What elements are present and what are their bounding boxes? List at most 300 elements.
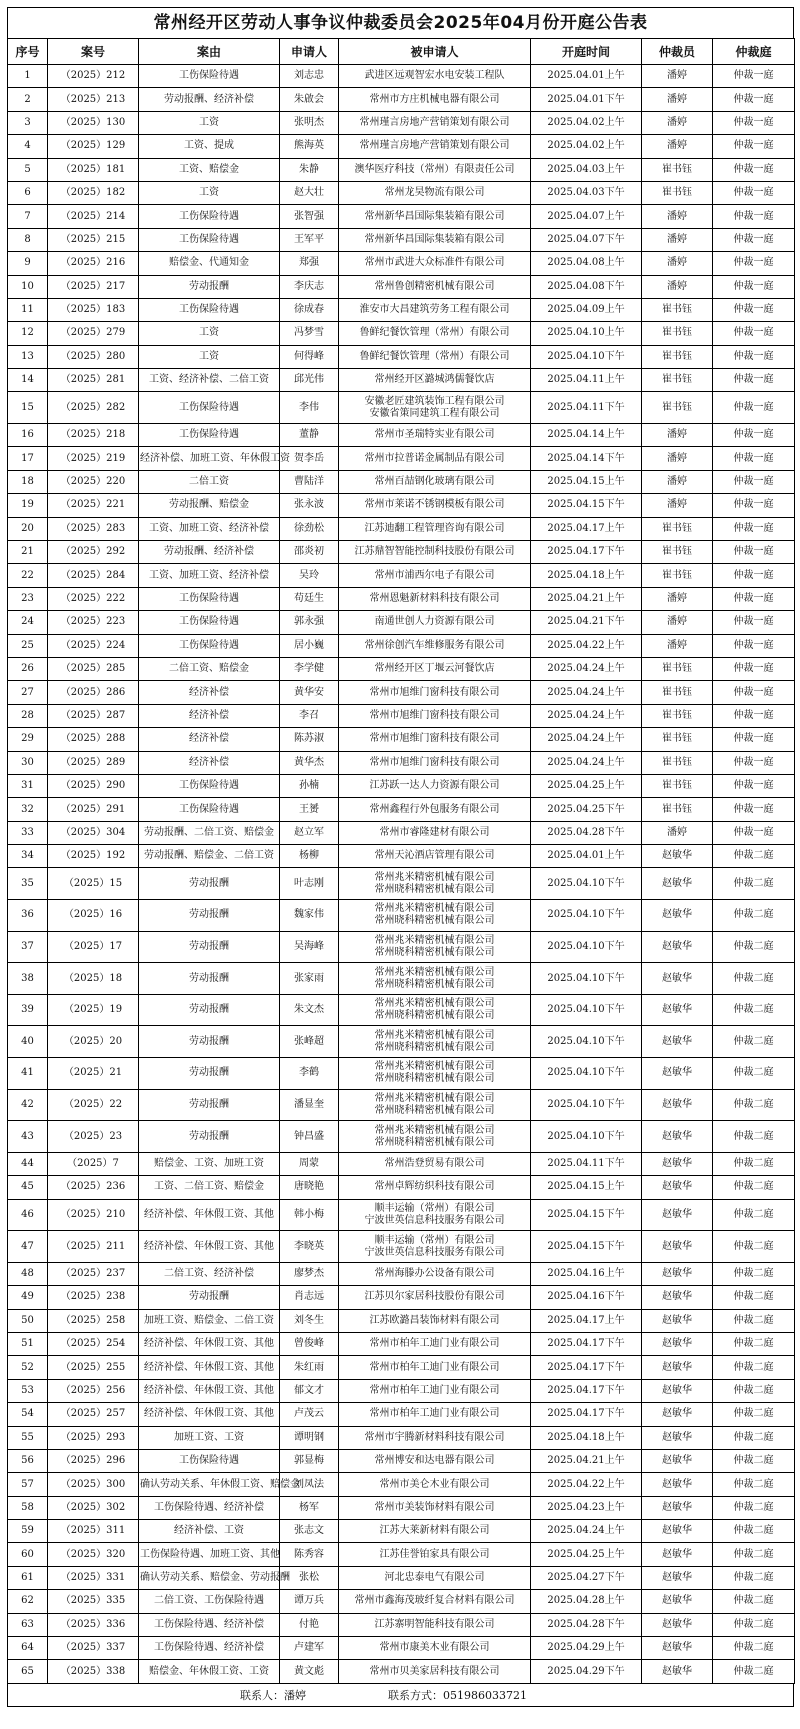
hearing-time-cell: 2025.04.24上午	[531, 1520, 642, 1543]
tribunal-cell: 仲裁二庭	[713, 1637, 795, 1660]
applicant-cell: 廖梦杰	[280, 1262, 339, 1285]
respondent-cell: 常州市旭维门窗科技有限公司	[339, 728, 531, 751]
hearing-time-cell: 2025.04.10下午	[531, 963, 642, 995]
tribunal-cell: 仲裁二庭	[713, 1309, 795, 1332]
case-reason-cell: 工伤保险待遇	[139, 798, 280, 821]
tribunal-cell: 仲裁二庭	[713, 1379, 795, 1402]
table-row	[8, 845, 795, 868]
hearing-time-cell: 2025.04.24上午	[531, 657, 642, 680]
row-number-cell: 21	[8, 541, 48, 564]
table-row	[8, 704, 795, 727]
respondent-cell	[339, 1058, 531, 1090]
tribunal-cell: 仲裁一庭	[713, 494, 795, 517]
applicant-cell: 黄华安	[280, 681, 339, 704]
applicant-cell: 孙楠	[280, 774, 339, 797]
arbitrator-cell: 潘婷	[642, 634, 713, 657]
arbitrator-cell: 崔书钰	[642, 774, 713, 797]
case-reason-cell: 劳动报酬、二倍工资、赔偿金	[139, 821, 280, 844]
arbitrator-cell: 崔书钰	[642, 392, 713, 424]
table-row	[8, 158, 795, 181]
tribunal-cell: 仲裁二庭	[713, 1332, 795, 1355]
hearing-time-cell: 2025.04.10下午	[531, 931, 642, 963]
respondent-line: 常州晓科精密机械有限公司	[374, 1136, 495, 1148]
tribunal-cell: 仲裁一庭	[713, 704, 795, 727]
row-number-cell: 50	[8, 1309, 48, 1332]
respondent-line: 常州兆米精密机械有限公司	[374, 903, 495, 915]
hearing-time-cell: 2025.04.28下午	[531, 821, 642, 844]
hearing-time-cell: 2025.04.16上午	[531, 1262, 642, 1285]
applicant-cell: 邱光伟	[280, 369, 339, 392]
hearing-time-cell: 2025.04.24上午	[531, 681, 642, 704]
arbitrator-cell: 潘婷	[642, 205, 713, 228]
table-row	[8, 1379, 795, 1402]
respondent-cell: 常州市鑫海茂玻纤复合材料有限公司	[339, 1590, 531, 1613]
case-number-cell: （2025）216	[48, 252, 139, 275]
applicant-cell: 钟昌盛	[280, 1121, 339, 1153]
hearing-time-cell: 2025.04.14下午	[531, 447, 642, 470]
arbitrator-cell: 崔书钰	[642, 798, 713, 821]
case-reason-cell: 劳动报酬、赔偿金、二倍工资	[139, 845, 280, 868]
case-number-cell: （2025）285	[48, 657, 139, 680]
hearing-time-cell: 2025.04.11下午	[531, 392, 642, 424]
hearing-time-cell: 2025.04.01上午	[531, 65, 642, 88]
table-row	[8, 774, 795, 797]
hearing-time-cell: 2025.04.24上午	[531, 704, 642, 727]
table-row	[8, 963, 795, 995]
applicant-cell: 杨柳	[280, 845, 339, 868]
arbitrator-cell: 崔书钰	[642, 298, 713, 321]
row-number-cell: 41	[8, 1058, 48, 1090]
tribunal-cell: 仲裁一庭	[713, 657, 795, 680]
column-header: 案由	[139, 39, 280, 65]
hearing-time-cell: 2025.04.11下午	[531, 1152, 642, 1175]
applicant-cell: 赵大壮	[280, 181, 339, 204]
applicant-cell: 郑强	[280, 252, 339, 275]
hearing-time-cell: 2025.04.10下午	[531, 1121, 642, 1153]
arbitrator-cell: 潘婷	[642, 65, 713, 88]
respondent-cell: 鲁鲜纪餐饮管理（常州）有限公司	[339, 322, 531, 345]
respondent-cell: 常州龙昊物流有限公司	[339, 181, 531, 204]
row-number-cell: 20	[8, 517, 48, 540]
row-number-cell: 6	[8, 181, 48, 204]
tribunal-cell: 仲裁一庭	[713, 611, 795, 634]
respondent-line: 常州晓科精密机械有限公司	[374, 1010, 495, 1022]
case-reason-cell: 劳动报酬	[139, 1089, 280, 1121]
case-number-cell: （2025）335	[48, 1590, 139, 1613]
row-number-cell: 10	[8, 275, 48, 298]
tribunal-cell: 仲裁一庭	[713, 345, 795, 368]
table-row	[8, 1449, 795, 1472]
case-reason-cell: 劳动报酬	[139, 1026, 280, 1058]
case-reason-cell: 工伤保险待遇、加班工资、其他	[139, 1543, 280, 1566]
case-number-cell: （2025）218	[48, 424, 139, 447]
case-reason-cell: 工资	[139, 181, 280, 204]
table-body	[8, 65, 795, 1684]
hearing-time-cell: 2025.04.07下午	[531, 228, 642, 251]
tribunal-cell: 仲裁二庭	[713, 1026, 795, 1058]
respondent-cell: 常州百喆钢化玻璃有限公司	[339, 470, 531, 493]
hearing-time-cell: 2025.04.03上午	[531, 158, 642, 181]
case-number-cell: （2025）222	[48, 587, 139, 610]
table-row	[8, 424, 795, 447]
respondent-cell: 江苏跃一达人力资源有限公司	[339, 774, 531, 797]
applicant-cell: 吴玲	[280, 564, 339, 587]
case-reason-cell: 工伤保险待遇	[139, 298, 280, 321]
hearing-time-cell: 2025.04.10下午	[531, 868, 642, 900]
case-reason-cell: 工伤保险待遇	[139, 65, 280, 88]
table-row	[8, 135, 795, 158]
case-number-cell: （2025）257	[48, 1403, 139, 1426]
hearing-time-cell: 2025.04.10上午	[531, 322, 642, 345]
respondent-cell: 武进区远观智宏水电安装工程队	[339, 65, 531, 88]
announcement-sheet	[7, 7, 794, 1707]
hearing-time-cell: 2025.04.14上午	[531, 424, 642, 447]
table-row	[8, 751, 795, 774]
table-row	[8, 1231, 795, 1263]
respondent-cell: 常州新华昌国际集装箱有限公司	[339, 228, 531, 251]
case-reason-cell: 工伤保险待遇	[139, 205, 280, 228]
case-number-cell: （2025）236	[48, 1176, 139, 1199]
case-reason-cell: 工资、加班工资、经济补偿	[139, 564, 280, 587]
applicant-cell: 李学健	[280, 657, 339, 680]
table-row	[8, 228, 795, 251]
hearing-time-cell: 2025.04.18上午	[531, 564, 642, 587]
respondent-cell: 常州经开区丁堰云河餐饮店	[339, 657, 531, 680]
case-reason-cell: 工伤保险待遇	[139, 424, 280, 447]
applicant-cell: 朱红雨	[280, 1356, 339, 1379]
contact-phone: 联系方式：051986033721	[388, 1688, 527, 1702]
table-row	[8, 1356, 795, 1379]
case-number-cell: （2025）283	[48, 517, 139, 540]
case-number-cell: （2025）279	[48, 322, 139, 345]
respondent-cell: 常州市旭维门窗科技有限公司	[339, 704, 531, 727]
respondent-cell: 常州恩魁新材料科技有限公司	[339, 587, 531, 610]
arbitrator-cell: 赵敏华	[642, 1262, 713, 1285]
column-header: 仲裁员	[642, 39, 713, 65]
table-row	[8, 564, 795, 587]
case-reason-cell: 工资	[139, 322, 280, 345]
case-reason-cell: 工资	[139, 345, 280, 368]
table-row	[8, 1496, 795, 1519]
case-number-cell: （2025）224	[48, 634, 139, 657]
tribunal-cell: 仲裁一庭	[713, 135, 795, 158]
arbitrator-cell: 潘婷	[642, 275, 713, 298]
applicant-cell: 谭万兵	[280, 1590, 339, 1613]
row-number-cell: 30	[8, 751, 48, 774]
row-number-cell: 3	[8, 111, 48, 134]
hearing-time-cell: 2025.04.10下午	[531, 994, 642, 1026]
case-reason-cell: 经济补偿	[139, 751, 280, 774]
table-row	[8, 494, 795, 517]
respondent-cell	[339, 1026, 531, 1058]
hearing-schedule-table	[7, 38, 795, 1684]
tribunal-cell: 仲裁二庭	[713, 1176, 795, 1199]
tribunal-cell: 仲裁二庭	[713, 868, 795, 900]
case-reason-cell: 工资	[139, 111, 280, 134]
case-number-cell: （2025）284	[48, 564, 139, 587]
arbitrator-cell: 潘婷	[642, 611, 713, 634]
respondent-cell: 常州瑾言房地产营销策划有限公司	[339, 111, 531, 134]
row-number-cell: 65	[8, 1660, 48, 1683]
tribunal-cell: 仲裁一庭	[713, 205, 795, 228]
hearing-time-cell: 2025.04.02上午	[531, 111, 642, 134]
case-number-cell: （2025）223	[48, 611, 139, 634]
hearing-time-cell: 2025.04.28下午	[531, 1613, 642, 1636]
table-row	[8, 1426, 795, 1449]
table-row	[8, 1660, 795, 1683]
case-reason-cell: 工资、提成	[139, 135, 280, 158]
row-number-cell: 11	[8, 298, 48, 321]
case-reason-cell: 确认劳动关系、年休假工资、赔偿金	[139, 1473, 280, 1496]
tribunal-cell: 仲裁二庭	[713, 1590, 795, 1613]
arbitrator-cell: 赵敏华	[642, 1231, 713, 1263]
tribunal-cell: 仲裁一庭	[713, 322, 795, 345]
respondent-cell: 常州市贝美家居科技有限公司	[339, 1660, 531, 1683]
applicant-cell: 朱静	[280, 158, 339, 181]
applicant-cell: 赵立军	[280, 821, 339, 844]
tribunal-cell: 仲裁二庭	[713, 1426, 795, 1449]
applicant-cell: 付艳	[280, 1613, 339, 1636]
respondent-cell: 常州博安和达电器有限公司	[339, 1449, 531, 1472]
tribunal-cell: 仲裁二庭	[713, 1543, 795, 1566]
case-number-cell: （2025）337	[48, 1637, 139, 1660]
arbitrator-cell: 赵敏华	[642, 963, 713, 995]
arbitrator-cell: 崔书钰	[642, 369, 713, 392]
respondent-line: 常州兆米精密机械有限公司	[374, 871, 495, 883]
case-reason-cell: 加班工资、赔偿金、二倍工资	[139, 1309, 280, 1332]
case-number-cell: （2025）293	[48, 1426, 139, 1449]
case-reason-cell: 工伤保险待遇	[139, 774, 280, 797]
row-number-cell: 54	[8, 1403, 48, 1426]
hearing-time-cell: 2025.04.07上午	[531, 205, 642, 228]
table-row	[8, 587, 795, 610]
applicant-cell: 冯梦雪	[280, 322, 339, 345]
tribunal-cell: 仲裁一庭	[713, 65, 795, 88]
tribunal-cell: 仲裁二庭	[713, 900, 795, 932]
row-number-cell: 12	[8, 322, 48, 345]
tribunal-cell: 仲裁一庭	[713, 587, 795, 610]
tribunal-cell: 仲裁一庭	[713, 252, 795, 275]
arbitrator-cell: 崔书钰	[642, 158, 713, 181]
applicant-cell: 李召	[280, 704, 339, 727]
column-header: 开庭时间	[531, 39, 642, 65]
respondent-line: 顺丰运输（常州）有限公司	[374, 1202, 495, 1214]
table-row	[8, 322, 795, 345]
case-reason-cell: 赔偿金、工资、加班工资	[139, 1152, 280, 1175]
respondent-line: 常州兆米精密机械有限公司	[374, 966, 495, 978]
applicant-cell: 邵炎初	[280, 541, 339, 564]
arbitrator-cell: 潘婷	[642, 587, 713, 610]
hearing-time-cell: 2025.04.21下午	[531, 611, 642, 634]
table-row	[8, 1637, 795, 1660]
case-reason-cell: 工伤保险待遇	[139, 634, 280, 657]
arbitrator-cell: 赵敏华	[642, 1176, 713, 1199]
applicant-cell: 李晓英	[280, 1231, 339, 1263]
case-number-cell: （2025）338	[48, 1660, 139, 1683]
arbitrator-cell: 赵敏华	[642, 931, 713, 963]
case-number-cell: （2025）130	[48, 111, 139, 134]
respondent-cell: 南通世创人力资源有限公司	[339, 611, 531, 634]
tribunal-cell: 仲裁一庭	[713, 181, 795, 204]
respondent-line: 常州晓科精密机械有限公司	[374, 946, 495, 958]
applicant-cell: 杨军	[280, 1496, 339, 1519]
case-reason-cell: 经济补偿、工资	[139, 1520, 280, 1543]
applicant-cell: 张峰超	[280, 1026, 339, 1058]
row-number-cell: 9	[8, 252, 48, 275]
table-row	[8, 470, 795, 493]
table-row	[8, 369, 795, 392]
respondent-cell: 常州市旭维门窗科技有限公司	[339, 681, 531, 704]
case-reason-cell: 工资、二倍工资、赔偿金	[139, 1176, 280, 1199]
case-number-cell: （2025）17	[48, 931, 139, 963]
hearing-time-cell: 2025.04.08上午	[531, 252, 642, 275]
hearing-time-cell: 2025.04.15下午	[531, 494, 642, 517]
case-number-cell: （2025）282	[48, 392, 139, 424]
respondent-cell: 常州市美仑木业有限公司	[339, 1473, 531, 1496]
respondent-cell: 常州鲁创精密机械有限公司	[339, 275, 531, 298]
arbitrator-cell: 潘婷	[642, 111, 713, 134]
case-number-cell: （2025）15	[48, 868, 139, 900]
case-reason-cell: 经济补偿	[139, 704, 280, 727]
respondent-cell: 江苏大莱新材料有限公司	[339, 1520, 531, 1543]
respondent-cell: 江苏欧潞昌装饰材料有限公司	[339, 1309, 531, 1332]
tribunal-cell: 仲裁一庭	[713, 470, 795, 493]
case-number-cell: （2025）300	[48, 1473, 139, 1496]
respondent-cell	[339, 931, 531, 963]
row-number-cell: 32	[8, 798, 48, 821]
applicant-cell: 卢茂云	[280, 1403, 339, 1426]
row-number-cell: 49	[8, 1286, 48, 1309]
arbitrator-cell: 赵敏华	[642, 1660, 713, 1683]
hearing-time-cell: 2025.04.24上午	[531, 728, 642, 751]
applicant-cell: 曹陆洋	[280, 470, 339, 493]
table-row	[8, 392, 795, 424]
respondent-line: 常州晓科精密机械有限公司	[374, 883, 495, 895]
table-row	[8, 298, 795, 321]
applicant-cell: 张家雨	[280, 963, 339, 995]
table-row	[8, 900, 795, 932]
tribunal-cell: 仲裁一庭	[713, 275, 795, 298]
row-number-cell: 35	[8, 868, 48, 900]
respondent-cell: 常州卓辉纺织科技有限公司	[339, 1176, 531, 1199]
tribunal-cell: 仲裁一庭	[713, 424, 795, 447]
applicant-cell: 徐成春	[280, 298, 339, 321]
hearing-time-cell: 2025.04.10下午	[531, 1026, 642, 1058]
hearing-time-cell: 2025.04.15上午	[531, 1176, 642, 1199]
respondent-cell: 常州市旭维门窗科技有限公司	[339, 751, 531, 774]
hearing-time-cell: 2025.04.25上午	[531, 1543, 642, 1566]
respondent-cell	[339, 900, 531, 932]
hearing-time-cell: 2025.04.17上午	[531, 517, 642, 540]
table-row	[8, 1176, 795, 1199]
respondent-cell: 常州鑫程行外包服务有限公司	[339, 798, 531, 821]
respondent-cell: 鲁鲜纪餐饮管理（常州）有限公司	[339, 345, 531, 368]
row-number-cell: 38	[8, 963, 48, 995]
arbitrator-cell: 赵敏华	[642, 1121, 713, 1153]
case-number-cell: （2025）20	[48, 1026, 139, 1058]
table-row	[8, 868, 795, 900]
case-number-cell: （2025）237	[48, 1262, 139, 1285]
case-number-cell: （2025）291	[48, 798, 139, 821]
row-number-cell: 14	[8, 369, 48, 392]
row-number-cell: 62	[8, 1590, 48, 1613]
arbitrator-cell: 潘婷	[642, 821, 713, 844]
respondent-cell: 常州市睿隆建材有限公司	[339, 821, 531, 844]
arbitrator-cell: 赵敏华	[642, 1449, 713, 1472]
respondent-cell: 常州市圣瑞特实业有限公司	[339, 424, 531, 447]
case-reason-cell: 经济补偿	[139, 728, 280, 751]
respondent-line: 顺丰运输（常州）有限公司	[374, 1234, 495, 1246]
row-number-cell: 60	[8, 1543, 48, 1566]
arbitrator-cell: 赵敏华	[642, 1089, 713, 1121]
row-number-cell: 1	[8, 65, 48, 88]
applicant-cell: 张永波	[280, 494, 339, 517]
row-number-cell: 15	[8, 392, 48, 424]
row-number-cell: 46	[8, 1199, 48, 1231]
applicant-cell: 王赟	[280, 798, 339, 821]
applicant-cell: 董静	[280, 424, 339, 447]
case-number-cell: （2025）129	[48, 135, 139, 158]
arbitrator-cell: 崔书钰	[642, 517, 713, 540]
row-number-cell: 23	[8, 587, 48, 610]
table-row	[8, 798, 795, 821]
respondent-line: 常州晓科精密机械有限公司	[374, 1104, 495, 1116]
case-reason-cell: 经济补偿、加班工资、年休假工资	[139, 447, 280, 470]
case-number-cell: （2025）302	[48, 1496, 139, 1519]
row-number-cell: 52	[8, 1356, 48, 1379]
applicant-cell: 卢建军	[280, 1637, 339, 1660]
respondent-cell: 常州市拉普诺金属制品有限公司	[339, 447, 531, 470]
applicant-cell: 魏家伟	[280, 900, 339, 932]
table-row	[8, 1403, 795, 1426]
arbitrator-cell: 赵敏华	[642, 1566, 713, 1589]
case-number-cell: （2025）7	[48, 1152, 139, 1175]
table-row	[8, 657, 795, 680]
row-number-cell: 64	[8, 1637, 48, 1660]
table-row	[8, 181, 795, 204]
respondent-line: 常州兆米精密机械有限公司	[374, 998, 495, 1010]
tribunal-cell: 仲裁二庭	[713, 1660, 795, 1683]
applicant-cell: 肖志远	[280, 1286, 339, 1309]
case-number-cell: （2025）311	[48, 1520, 139, 1543]
row-number-cell: 29	[8, 728, 48, 751]
respondent-cell: 常州市方庄机械电器有限公司	[339, 88, 531, 111]
case-number-cell: （2025）289	[48, 751, 139, 774]
row-number-cell: 27	[8, 681, 48, 704]
case-reason-cell: 加班工资、工资	[139, 1426, 280, 1449]
applicant-cell: 张智强	[280, 205, 339, 228]
tribunal-cell: 仲裁一庭	[713, 369, 795, 392]
arbitrator-cell: 崔书钰	[642, 657, 713, 680]
tribunal-cell: 仲裁一庭	[713, 111, 795, 134]
row-number-cell: 4	[8, 135, 48, 158]
hearing-time-cell: 2025.04.10下午	[531, 1089, 642, 1121]
tribunal-cell: 仲裁一庭	[713, 774, 795, 797]
applicant-cell: 吴海峰	[280, 931, 339, 963]
case-reason-cell: 经济补偿、年休假工资、其他	[139, 1379, 280, 1402]
table-row	[8, 681, 795, 704]
table-row	[8, 728, 795, 751]
applicant-cell: 潘显奎	[280, 1089, 339, 1121]
tribunal-cell: 仲裁二庭	[713, 1496, 795, 1519]
arbitrator-cell: 赵敏华	[642, 845, 713, 868]
respondent-cell: 澳华医疗科技（常州）有限责任公司	[339, 158, 531, 181]
hearing-time-cell: 2025.04.01上午	[531, 845, 642, 868]
applicant-cell: 刘凤法	[280, 1473, 339, 1496]
case-reason-cell: 工伤保险待遇	[139, 228, 280, 251]
case-reason-cell: 工资、加班工资、经济补偿	[139, 517, 280, 540]
tribunal-cell: 仲裁一庭	[713, 228, 795, 251]
